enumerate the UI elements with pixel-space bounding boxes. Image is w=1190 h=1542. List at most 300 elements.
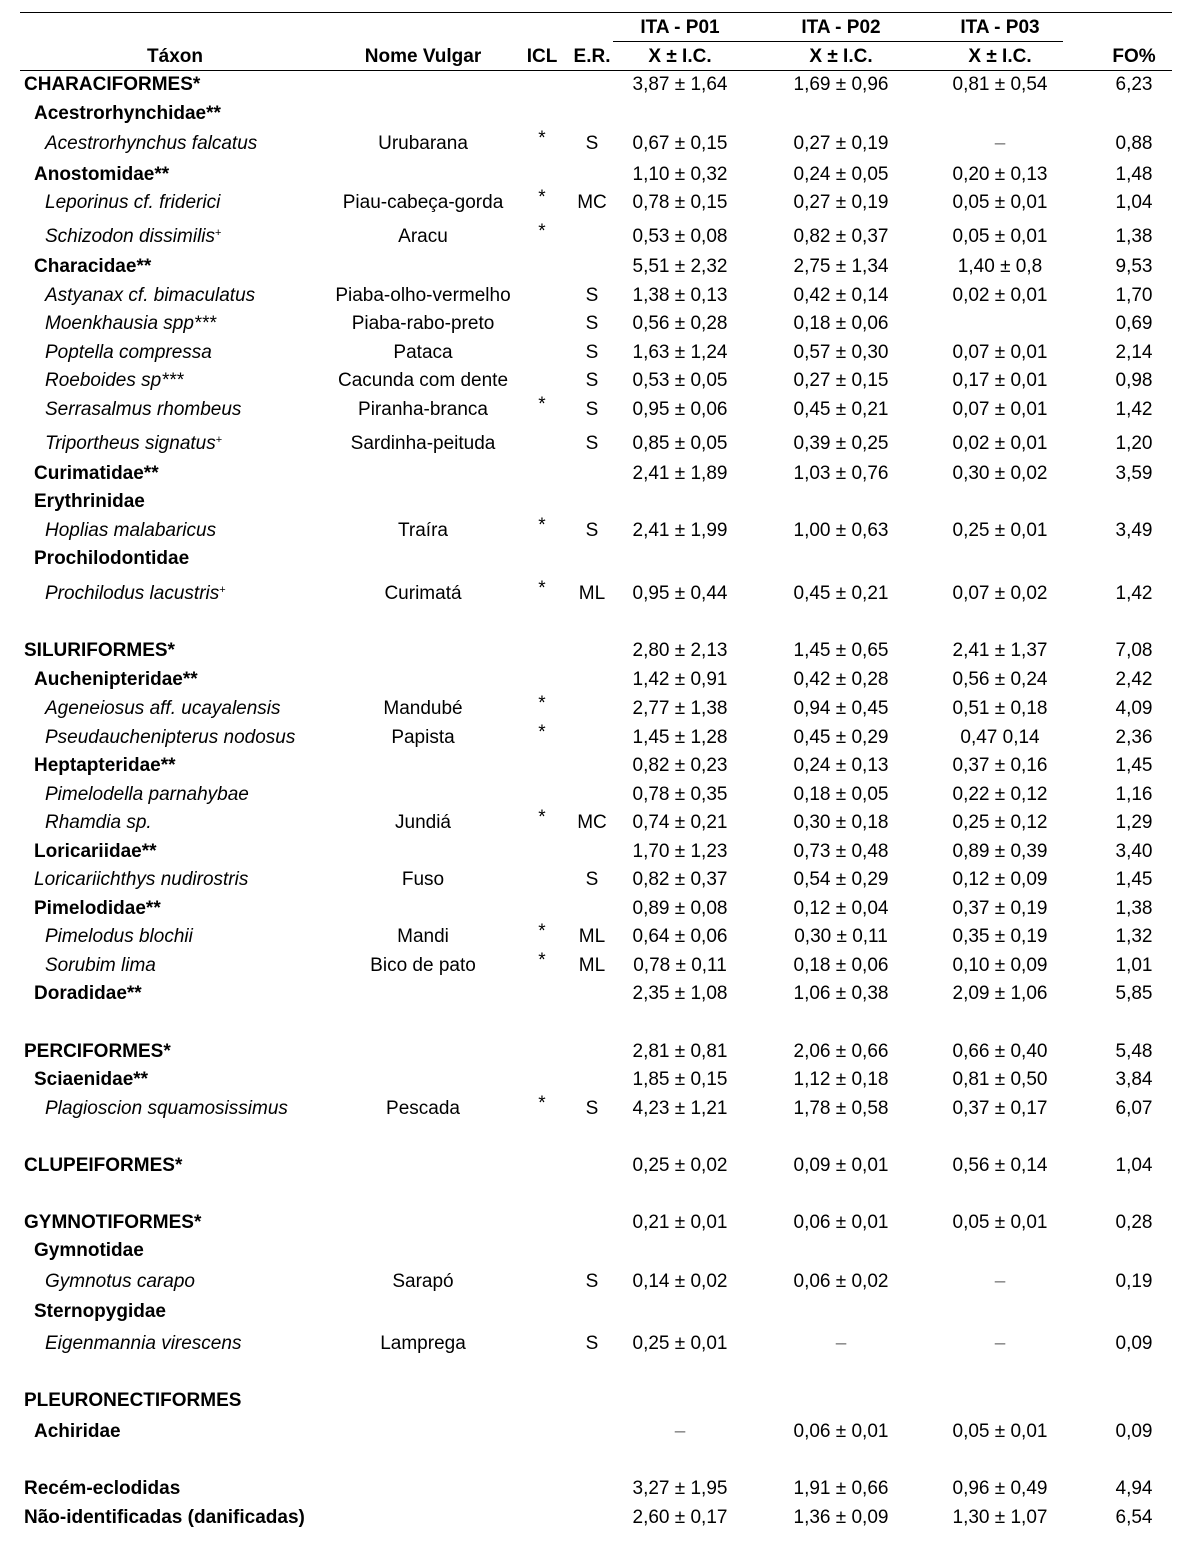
cell-p03: 0,35 ± 0,19 (952, 926, 1048, 947)
taxon-label: Rhamdia sp. (45, 812, 152, 833)
cell-vulgar: Piau-cabeça-gorda (342, 192, 504, 213)
cell-p01: 0,82 ± 0,37 (632, 869, 728, 890)
cell-p01: 0,67 ± 0,15 (632, 133, 728, 154)
cell-p03: 0,05 ± 0,01 (952, 226, 1048, 247)
taxon-name (24, 1505, 305, 1531)
table-row (0, 638, 1190, 664)
table-row (0, 340, 1190, 366)
taxon-name (24, 1388, 241, 1414)
cell-p02: 2,06 ± 0,66 (793, 1041, 889, 1062)
cell-vulgar: Aracu (398, 226, 448, 247)
taxon-name (45, 581, 226, 607)
cell-er: S (585, 370, 599, 391)
cell-fo: 3,49 (1115, 520, 1153, 541)
taxon-label: CLUPEIFORMES* (24, 1155, 183, 1176)
taxon-label: Moenkhausia spp*** (45, 313, 217, 334)
col-header-icl: ICL (526, 46, 558, 67)
taxon-name (34, 1238, 144, 1264)
cell-p01: 5,51 ± 2,32 (632, 256, 728, 277)
cell-fo: 7,08 (1115, 640, 1153, 661)
cell-p02: 1,03 ± 0,76 (793, 463, 889, 484)
taxon-label: Auchenipteridae** (34, 669, 198, 690)
taxon-label: Loricariidae** (34, 841, 157, 862)
taxon-label: Heptapteridae** (34, 755, 176, 776)
taxon-name (45, 1096, 288, 1122)
cell-vulgar: Piaba-rabo-preto (351, 313, 495, 334)
cell-p01: 0,78 ± 0,11 (633, 955, 727, 976)
cell-fo: 1,45 (1115, 755, 1153, 776)
cell-icl: * (538, 394, 546, 415)
table-row (0, 1238, 1190, 1264)
cell-vulgar: Urubarana (378, 133, 468, 154)
cell-p01: 0,74 ± 0,21 (632, 812, 728, 833)
taxon-name (34, 867, 248, 893)
cell-fo: 1,20 (1115, 433, 1153, 454)
cell-p01: 1,70 ± 1,23 (632, 841, 728, 862)
table-row (0, 578, 1190, 607)
taxon-label: CHARACIFORMES* (24, 74, 201, 95)
cell-fo: 0,09 (1115, 1333, 1153, 1354)
taxon-label: Achiridae (34, 1421, 121, 1442)
col-header-p03: ITA - P03 (960, 17, 1040, 38)
cell-icl: * (538, 578, 546, 599)
cell-p03: – (994, 1271, 1006, 1292)
taxon-name (45, 953, 156, 979)
cell-p01: 0,56 ± 0,28 (632, 313, 728, 334)
taxon-label: Anostomidae** (34, 164, 170, 185)
col-header-fo: FO% (1112, 46, 1156, 67)
cell-vulgar: Sarapó (392, 1271, 454, 1292)
cell-p03: 2,09 ± 1,06 (952, 983, 1048, 1004)
cell-vulgar: Curimatá (384, 583, 462, 604)
table-row (0, 807, 1190, 836)
cell-fo: 4,09 (1115, 698, 1153, 719)
cell-p01: 1,42 ± 0,91 (632, 669, 728, 690)
cell-p01: 2,60 ± 0,17 (632, 1507, 728, 1528)
cell-vulgar: Traíra (398, 520, 448, 541)
cell-p01: 1,38 ± 0,13 (632, 285, 728, 306)
cell-vulgar: Piranha-branca (358, 399, 488, 420)
taxon-name (45, 1331, 241, 1357)
taxon-name (45, 283, 255, 309)
cell-fo: 5,48 (1115, 1041, 1153, 1062)
cell-p02: 0,54 ± 0,29 (793, 869, 889, 890)
table-row (0, 950, 1190, 979)
table-top-rule (20, 12, 1172, 13)
cell-p01: 0,21 ± 0,01 (632, 1212, 728, 1233)
table-row (0, 515, 1190, 544)
cell-p02: 0,94 ± 0,45 (793, 698, 889, 719)
cell-p01: 3,87 ± 1,64 (632, 74, 728, 95)
cell-p01: 0,95 ± 0,44 (632, 583, 728, 604)
taxon-name (45, 368, 183, 394)
cell-p02: 0,18 ± 0,06 (793, 313, 889, 334)
table-row (0, 839, 1190, 865)
cell-p02: 1,12 ± 0,18 (793, 1069, 889, 1090)
cell-fo: 3,40 (1115, 841, 1153, 862)
table-row (0, 753, 1190, 779)
taxon-label: Prochilodus lacustris (45, 583, 220, 604)
taxon-name (45, 810, 152, 836)
taxon-label: Sternopygidae (34, 1301, 166, 1322)
taxon-name (34, 162, 169, 188)
cell-p03: 2,41 ± 1,37 (952, 640, 1048, 661)
cell-er: ML (578, 583, 606, 604)
cell-p03: 0,07 ± 0,02 (952, 583, 1048, 604)
cell-p01: 0,82 ± 0,23 (632, 755, 728, 776)
table-row (0, 1419, 1190, 1445)
cell-fo: 2,42 (1115, 669, 1153, 690)
taxon-footnote-mark: + (215, 434, 223, 446)
taxon-name (24, 72, 200, 98)
cell-fo: 0,19 (1115, 1271, 1153, 1292)
taxon-name (34, 981, 142, 1007)
table-row (0, 162, 1190, 188)
cell-er: ML (578, 926, 606, 947)
cell-p02: 1,78 ± 0,58 (793, 1098, 889, 1119)
taxon-label: PERCIFORMES* (24, 1041, 171, 1062)
taxon-label: Erythrinidae (34, 491, 145, 512)
taxon-label: Plagioscion squamosissimus (45, 1098, 288, 1119)
cell-p01: 0,95 ± 0,06 (632, 399, 728, 420)
taxon-footnote-mark: + (215, 227, 222, 239)
cell-fo: 3,59 (1115, 463, 1153, 484)
cell-p02: 0,18 ± 0,06 (793, 955, 889, 976)
taxon-name (34, 667, 198, 693)
cell-p03: 0,17 ± 0,01 (952, 370, 1048, 391)
taxon-name (24, 1039, 171, 1065)
taxon-label: Pimelodus blochii (45, 926, 193, 947)
cell-er: S (585, 520, 599, 541)
cell-p02: 0,24 ± 0,05 (793, 164, 889, 185)
taxon-label: Characidae** (34, 256, 152, 277)
cell-fo: 6,54 (1115, 1507, 1153, 1528)
cell-fo: 0,28 (1115, 1212, 1153, 1233)
cell-p03: 0,56 ± 0,14 (952, 1155, 1048, 1176)
cell-p01: 0,53 ± 0,08 (632, 226, 728, 247)
taxon-name (45, 397, 241, 423)
cell-p02: 0,06 ± 0,01 (793, 1212, 889, 1233)
table-row (0, 1039, 1190, 1065)
col-header-p02-stat: X ± I.C. (809, 46, 873, 67)
cell-vulgar: Papista (391, 727, 455, 748)
table-row (0, 283, 1190, 309)
col-header-p03-stat: X ± I.C. (968, 46, 1032, 67)
taxon-name (24, 1210, 201, 1236)
cell-p02: 1,69 ± 0,96 (793, 74, 889, 95)
table-row (0, 1476, 1190, 1502)
cell-vulgar: Pescada (386, 1098, 460, 1119)
table-row (0, 221, 1190, 250)
cell-p02: 0,45 ± 0,21 (793, 583, 889, 604)
cell-p02: 0,42 ± 0,14 (793, 285, 889, 306)
table-row (0, 921, 1190, 950)
table-row (0, 1210, 1190, 1236)
taxon-name (45, 518, 216, 544)
taxon-label: Roeboides sp*** (45, 370, 184, 391)
cell-p03: 0,81 ± 0,50 (952, 1069, 1048, 1090)
cell-p01: – (674, 1421, 686, 1442)
taxon-label: Curimatidae** (34, 463, 159, 484)
taxon-name (45, 782, 249, 808)
taxon-label: Não-identificadas (danificadas) (24, 1507, 305, 1528)
cell-er: S (585, 869, 599, 890)
cell-er: S (585, 1098, 599, 1119)
cell-p03: 0,05 ± 0,01 (952, 192, 1048, 213)
header-rule (20, 70, 1172, 71)
cell-fo: 1,42 (1115, 399, 1153, 420)
table-row (0, 867, 1190, 893)
cell-fo: 1,45 (1115, 869, 1153, 890)
cell-er: MC (577, 192, 607, 213)
cell-p03: 0,12 ± 0,09 (952, 869, 1048, 890)
table-row (0, 101, 1190, 127)
taxon-name (34, 1299, 166, 1325)
taxon-label: Loricariichthys nudirostris (34, 869, 249, 890)
cell-er: MC (577, 812, 607, 833)
cell-p02: 0,57 ± 0,30 (793, 342, 889, 363)
taxon-name (45, 131, 257, 157)
cell-p01: 0,85 ± 0,05 (632, 433, 728, 454)
taxon-label: Sciaenidae** (34, 1069, 149, 1090)
cell-icl: * (538, 693, 546, 714)
cell-p03: 0,07 ± 0,01 (952, 342, 1048, 363)
cell-p02: 0,27 ± 0,19 (793, 133, 889, 154)
cell-p01: 0,78 ± 0,15 (632, 192, 728, 213)
table-row (0, 72, 1190, 98)
taxon-name (24, 1476, 180, 1502)
cell-icl: * (538, 187, 546, 208)
cell-p02: 1,91 ± 0,66 (793, 1478, 889, 1499)
cell-fo: 1,01 (1115, 955, 1153, 976)
cell-p02: 0,06 ± 0,02 (793, 1271, 889, 1292)
table-row (0, 546, 1190, 572)
table-row (0, 1505, 1190, 1531)
cell-vulgar: Mandi (397, 926, 449, 947)
taxon-name (34, 839, 157, 865)
taxon-name (45, 340, 212, 366)
cell-p02: 0,82 ± 0,37 (793, 226, 889, 247)
cell-p03: 0,56 ± 0,24 (952, 669, 1048, 690)
taxon-label: Pimelodella parnahybae (45, 784, 249, 805)
cell-p03: 1,30 ± 1,07 (952, 1507, 1048, 1528)
cell-p02: 0,30 ± 0,11 (794, 926, 888, 947)
table-row (0, 1388, 1190, 1414)
cell-er: S (585, 399, 599, 420)
table-row (0, 461, 1190, 487)
cell-p03: 0,96 ± 0,49 (952, 1478, 1048, 1499)
cell-er: S (585, 342, 599, 363)
taxon-label: Ageneiosus aff. ucayalensis (45, 698, 281, 719)
cell-vulgar: Fuso (401, 869, 445, 890)
cell-fo: 1,38 (1115, 898, 1153, 919)
cell-p02: 0,12 ± 0,04 (793, 898, 889, 919)
taxon-label: SILURIFORMES* (24, 640, 175, 661)
cell-p01: 0,89 ± 0,08 (632, 898, 728, 919)
cell-p03: 0,37 ± 0,19 (952, 898, 1048, 919)
cell-p02: 1,06 ± 0,38 (793, 983, 889, 1004)
cell-p02: 0,27 ± 0,19 (793, 192, 889, 213)
cell-icl: * (538, 807, 546, 828)
taxon-name (34, 753, 176, 779)
cell-icl: * (538, 1093, 546, 1114)
cell-p03: – (994, 1333, 1006, 1354)
taxon-label: Gymnotus carapo (45, 1271, 195, 1292)
cell-p02: 1,36 ± 0,09 (793, 1507, 889, 1528)
taxon-label: Hoplias malabaricus (45, 520, 217, 541)
table-row (0, 1331, 1190, 1357)
taxon-label: Recém-eclodidas (24, 1478, 181, 1499)
taxon-name (34, 101, 221, 127)
cell-p03: 0,02 ± 0,01 (952, 433, 1048, 454)
taxon-name (45, 224, 221, 250)
cell-fo: 1,32 (1115, 926, 1153, 947)
cell-fo: 1,48 (1115, 164, 1153, 185)
cell-p02: 1,00 ± 0,63 (793, 520, 889, 541)
cell-p01: 0,14 ± 0,02 (632, 1271, 728, 1292)
cell-p03: 0,37 ± 0,17 (952, 1098, 1048, 1119)
cell-icl: * (538, 515, 546, 536)
cell-icl: * (538, 921, 546, 942)
cell-er: ML (578, 955, 606, 976)
cell-p02: 0,06 ± 0,01 (793, 1421, 889, 1442)
cell-er: S (585, 313, 599, 334)
cell-er: S (585, 1333, 599, 1354)
table-row (0, 128, 1190, 157)
taxon-label: Pimelodidae** (34, 898, 161, 919)
taxon-label: Astyanax cf. bimaculatus (45, 285, 256, 306)
taxon-label: Acestrorhynchidae** (34, 103, 221, 124)
cell-fo: 0,69 (1115, 313, 1153, 334)
table-row (0, 693, 1190, 722)
cell-fo: 4,94 (1115, 1478, 1153, 1499)
cell-p01: 1,85 ± 0,15 (632, 1069, 728, 1090)
taxon-label: Triportheus signatus (45, 433, 216, 454)
cell-p03: 0,47 0,14 (960, 727, 1040, 748)
cell-p03: 0,10 ± 0,09 (952, 955, 1048, 976)
cell-p01: 2,80 ± 2,13 (632, 640, 728, 661)
table-row (0, 368, 1190, 394)
cell-fo: 1,29 (1115, 812, 1153, 833)
cell-p03: 0,25 ± 0,01 (952, 520, 1048, 541)
cell-fo: 3,84 (1115, 1069, 1153, 1090)
table-row (0, 981, 1190, 1007)
cell-fo: 1,04 (1115, 192, 1153, 213)
col-header-taxon: Táxon (147, 46, 203, 67)
cell-p01: 4,23 ± 1,21 (632, 1098, 728, 1119)
cell-p03: 0,22 ± 0,12 (952, 784, 1048, 805)
cell-p02: 0,45 ± 0,29 (793, 727, 889, 748)
table-row (0, 489, 1190, 515)
cell-p03: 0,30 ± 0,02 (952, 463, 1048, 484)
table-row (0, 1093, 1190, 1122)
taxon-name (34, 489, 145, 515)
cell-p03: 0,51 ± 0,18 (952, 698, 1048, 719)
col-header-p01: ITA - P01 (640, 17, 720, 38)
taxon-name (34, 896, 161, 922)
col-header-p02: ITA - P02 (801, 17, 881, 38)
cell-p03: 0,25 ± 0,12 (952, 812, 1048, 833)
cell-fo: 6,07 (1115, 1098, 1153, 1119)
cell-p02: 0,42 ± 0,28 (793, 669, 889, 690)
cell-fo: 0,88 (1115, 133, 1153, 154)
taxon-label: Acestrorhynchus falcatus (45, 133, 258, 154)
taxon-label: PLEURONECTIFORMES (24, 1390, 242, 1411)
cell-p02: 0,27 ± 0,15 (793, 370, 889, 391)
taxon-name (34, 1067, 148, 1093)
cell-icl: * (538, 722, 546, 743)
cell-p02: 0,73 ± 0,48 (793, 841, 889, 862)
cell-p03: 0,02 ± 0,01 (952, 285, 1048, 306)
cell-p01: 2,77 ± 1,38 (632, 698, 728, 719)
taxon-name (45, 1269, 195, 1295)
cell-p02: 0,30 ± 0,18 (793, 812, 889, 833)
cell-p02: – (835, 1333, 847, 1354)
taxon-label: Eigenmannia virescens (45, 1333, 242, 1354)
cell-fo: 1,16 (1115, 784, 1153, 805)
cell-fo: 5,85 (1115, 983, 1153, 1004)
cell-p03: 0,07 ± 0,01 (952, 399, 1048, 420)
taxon-label: Schizodon dissimilis (45, 226, 216, 247)
cell-p01: 1,63 ± 1,24 (632, 342, 728, 363)
cell-er: S (585, 285, 599, 306)
cell-p03: 0,37 ± 0,16 (952, 755, 1048, 776)
taxon-name (45, 431, 222, 457)
cell-p02: 0,24 ± 0,13 (793, 755, 889, 776)
cell-p02: 0,09 ± 0,01 (793, 1155, 889, 1176)
cell-vulgar: Bico de pato (370, 955, 476, 976)
cell-fo: 0,09 (1115, 1421, 1153, 1442)
cell-fo: 9,53 (1115, 256, 1153, 277)
cell-p03: 0,66 ± 0,40 (952, 1041, 1048, 1062)
cell-er: S (585, 133, 599, 154)
taxon-name (34, 546, 189, 572)
cell-fo: 1,70 (1115, 285, 1153, 306)
cell-p01: 0,25 ± 0,01 (632, 1333, 728, 1354)
cell-fo: 6,23 (1115, 74, 1153, 95)
cell-p01: 0,78 ± 0,35 (632, 784, 728, 805)
taxon-label: Prochilodontidae (34, 548, 190, 569)
cell-fo: 2,36 (1115, 727, 1153, 748)
cell-vulgar: Lamprega (380, 1333, 466, 1354)
cell-fo: 0,98 (1115, 370, 1153, 391)
cell-icl: * (538, 221, 546, 242)
table-row (0, 1067, 1190, 1093)
cell-p02: 1,45 ± 0,65 (793, 640, 889, 661)
col-header-er: E.R. (573, 46, 611, 67)
cell-p01: 2,35 ± 1,08 (632, 983, 728, 1004)
cell-p01: 0,25 ± 0,02 (632, 1155, 728, 1176)
taxon-name (34, 254, 151, 280)
taxon-name (45, 190, 220, 216)
cell-p03: 1,40 ± 0,8 (957, 256, 1043, 277)
cell-p03: 0,81 ± 0,54 (952, 74, 1048, 95)
cell-p01: 1,45 ± 1,28 (632, 727, 728, 748)
taxon-label: Leporinus cf. friderici (45, 192, 221, 213)
cell-p01: 2,41 ± 1,89 (632, 463, 728, 484)
taxon-name (34, 461, 159, 487)
taxon-footnote-mark: + (219, 584, 226, 596)
cell-p01: 0,53 ± 0,05 (632, 370, 728, 391)
taxon-name (45, 696, 281, 722)
table-row (0, 782, 1190, 808)
column-group-rule (613, 41, 1063, 42)
cell-vulgar: Pataca (393, 342, 453, 363)
table-row (0, 187, 1190, 216)
taxon-name (45, 725, 295, 751)
table-row (0, 896, 1190, 922)
table-row (0, 667, 1190, 693)
